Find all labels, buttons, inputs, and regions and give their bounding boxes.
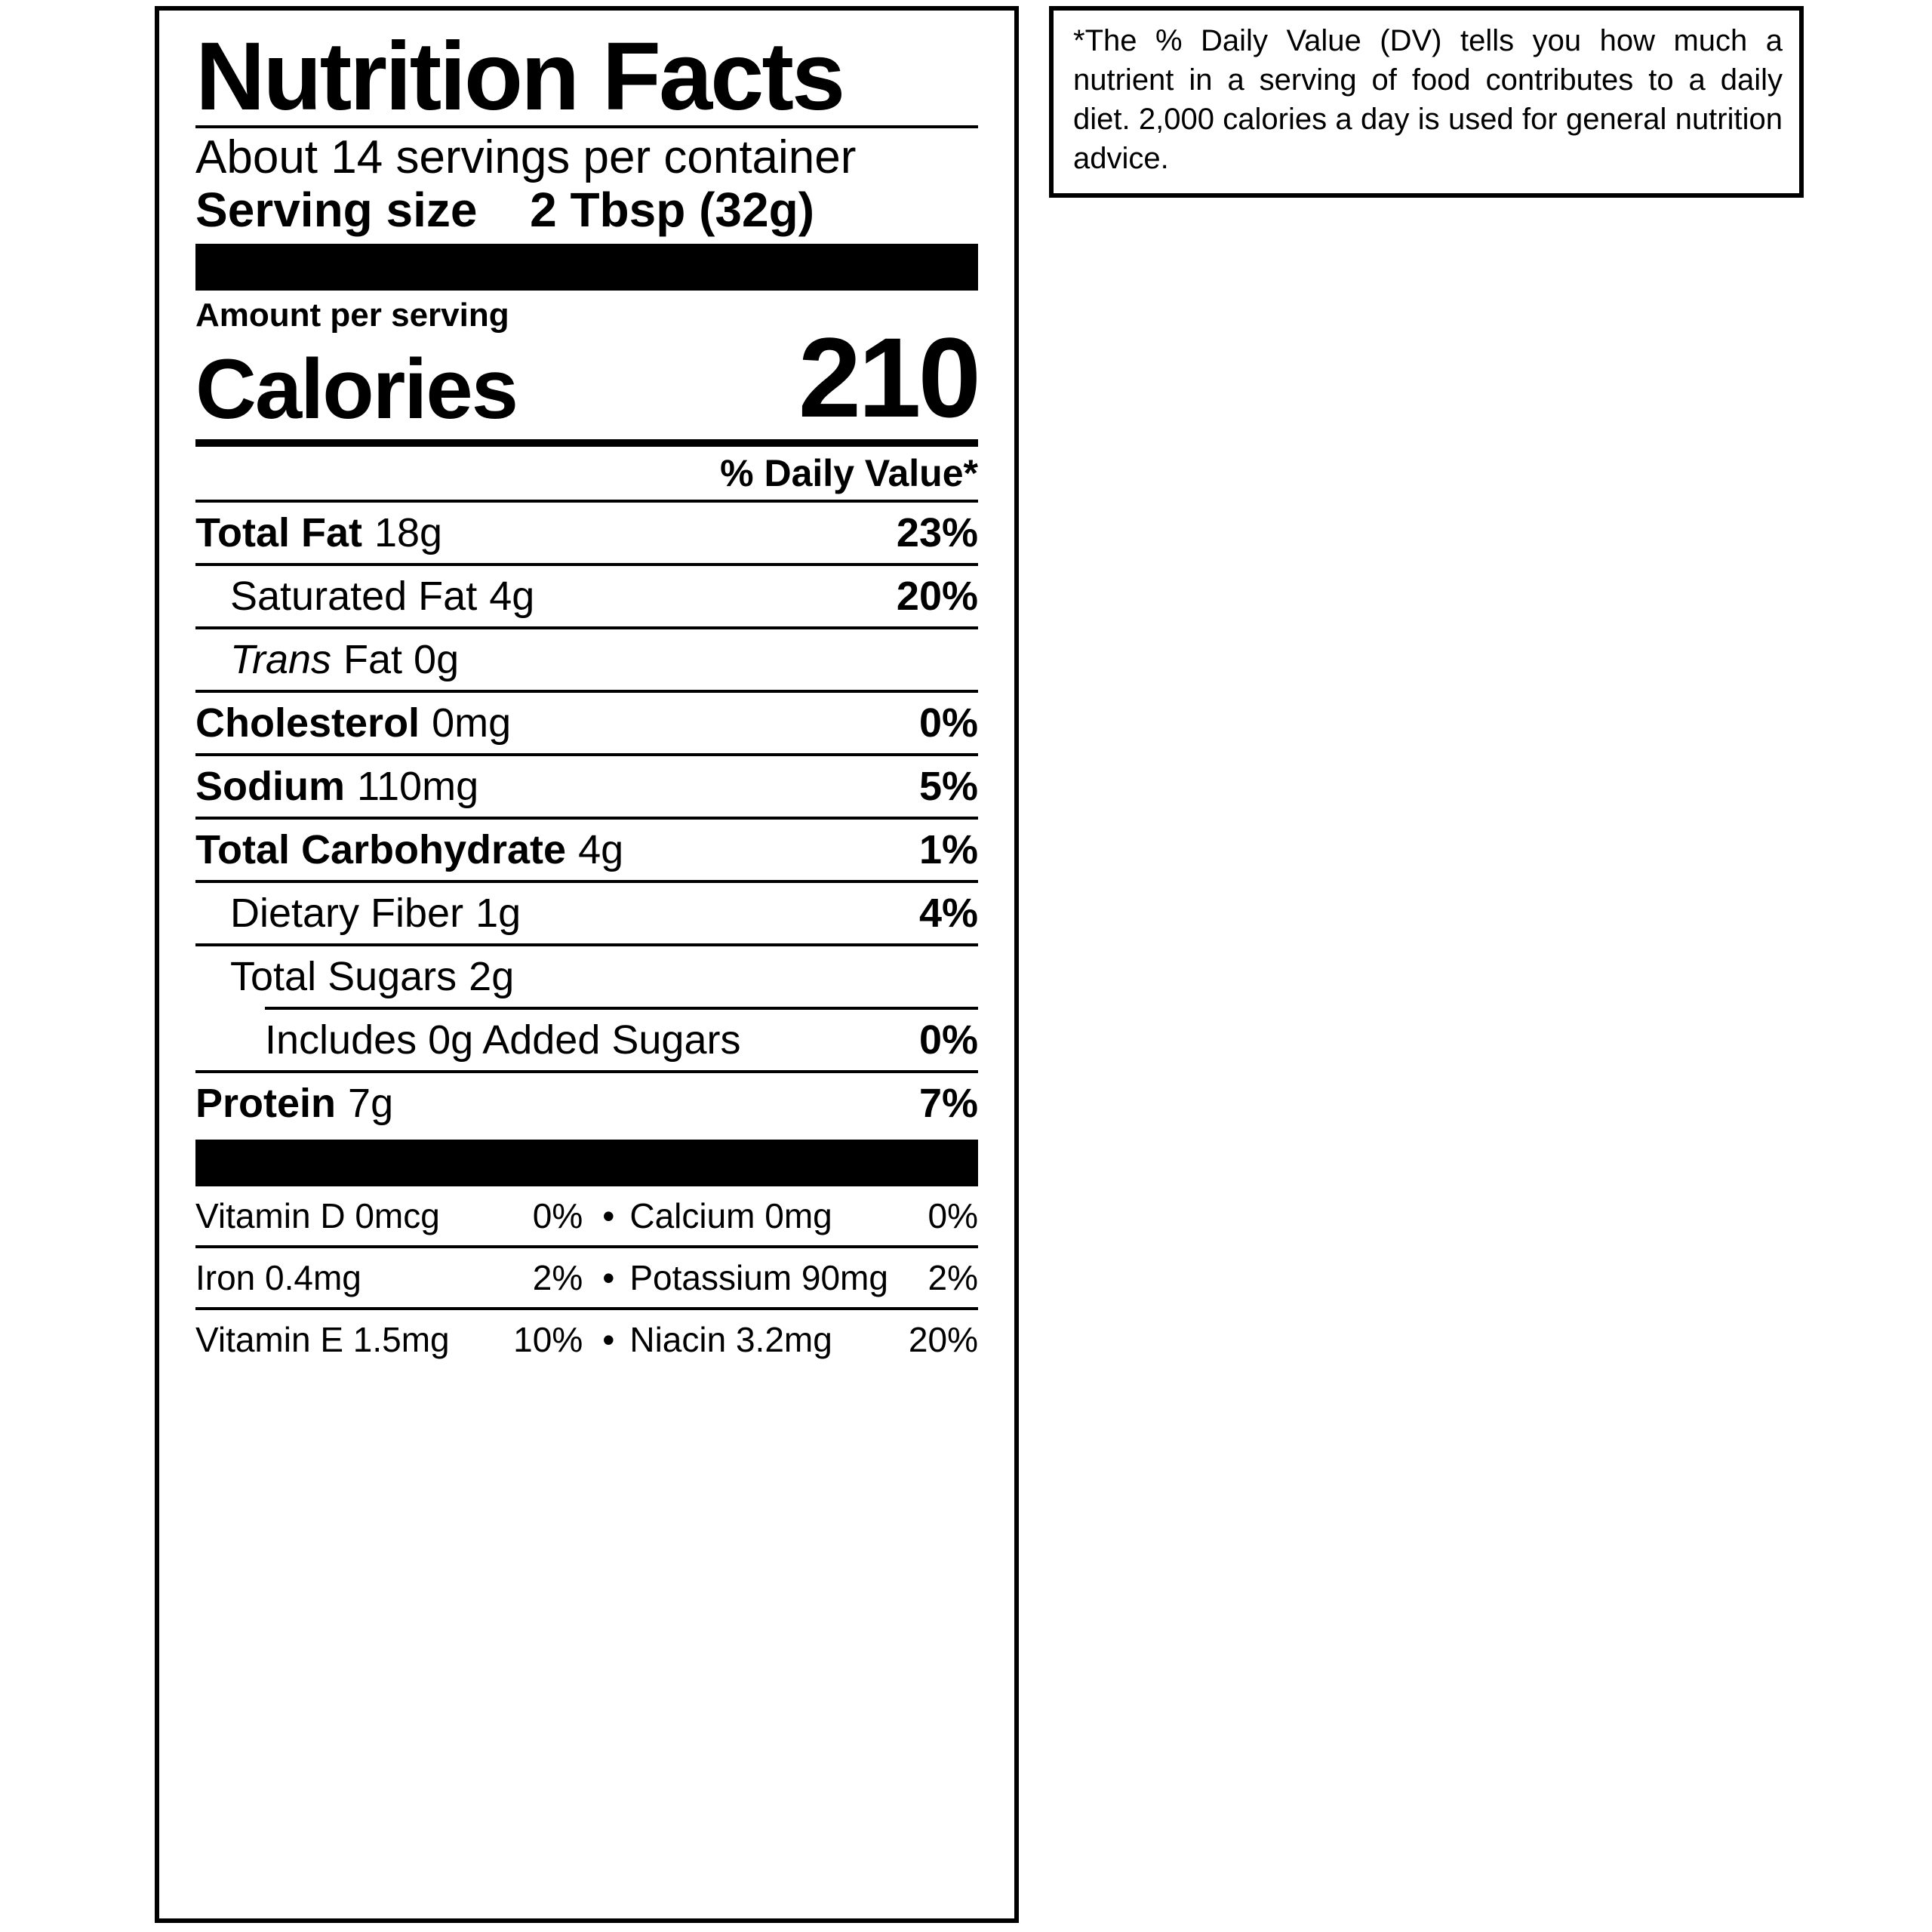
vitamin-dv: 10%	[513, 1319, 583, 1359]
nutrition-facts-label	[155, 6, 1019, 1923]
vitamin-dv: 20%	[908, 1319, 978, 1359]
nutrient-row-dietary-fiber	[195, 883, 978, 943]
vitamin-name: Vitamin D 0mcg	[195, 1195, 440, 1235]
nutrient-row-total-fat	[195, 503, 978, 563]
nutrient-row-protein	[195, 1073, 978, 1134]
nutrient-row-sodium	[195, 756, 978, 817]
vitamin-dv: 0%	[928, 1195, 978, 1235]
nutrient-name: Dietary Fiber	[230, 890, 464, 936]
nutrient-amount: 2g	[469, 953, 515, 999]
vitamin-row	[195, 1310, 978, 1369]
nutrient-dv: 23%	[896, 509, 978, 555]
nutrient-dv: 5%	[918, 763, 978, 809]
nutrient-dv: 4%	[918, 890, 978, 936]
nutrient-dv: 0%	[918, 700, 978, 746]
nutrient-row-trans-fat	[195, 629, 978, 690]
nutrient-amount: 1g	[475, 890, 521, 936]
vitamin-name: Niacin 3.2mg	[629, 1319, 832, 1359]
vitamin-name: Iron 0.4mg	[195, 1257, 361, 1297]
nutrient-row-cholesterol	[195, 693, 978, 753]
nutrient-row-total-sugars	[195, 946, 978, 1007]
nutrient-name: Saturated Fat	[230, 573, 478, 619]
nutrient-name: Trans	[230, 636, 332, 682]
vitamin-row	[195, 1248, 978, 1307]
nutrient-amount: 4g	[489, 573, 535, 619]
nutrient-dv: 20%	[896, 573, 978, 619]
calories-value: 210	[798, 314, 978, 441]
vitamin-name: Potassium 90mg	[629, 1257, 888, 1297]
vitamin-name: Vitamin E 1.5mg	[195, 1319, 450, 1359]
bullet-separator: •	[602, 1195, 615, 1235]
daily-value-header: % Daily Value*	[720, 451, 978, 494]
daily-value-footnote-panel	[1049, 6, 1804, 198]
heavy-divider-top	[195, 244, 978, 291]
nutrient-row-total-carbohydrate	[195, 820, 978, 880]
nutrient-row-added-sugars	[195, 1010, 978, 1070]
nutrient-name: Cholesterol	[195, 700, 420, 746]
heavy-divider-bottom	[195, 1140, 978, 1186]
vitamin-dv: 2%	[928, 1257, 978, 1297]
bullet-separator: •	[602, 1319, 615, 1359]
bullet-separator: •	[602, 1257, 615, 1297]
nutrient-name: Total Carbohydrate	[195, 826, 567, 872]
nutrient-name: Total Sugars	[230, 953, 457, 999]
nutrient-name: Includes 0g Added Sugars	[265, 1017, 741, 1063]
nutrient-amount: 0mg	[432, 700, 512, 746]
vitamin-name: Calcium 0mg	[629, 1195, 832, 1235]
nutrient-name: Total Fat	[195, 509, 362, 555]
nutrient-amount: Fat 0g	[343, 636, 460, 682]
nutrient-name: Protein	[195, 1080, 337, 1126]
nutrient-row-saturated-fat	[195, 566, 978, 626]
nutrient-dv: 0%	[918, 1017, 978, 1063]
serving-size-label: Serving size	[195, 183, 478, 238]
vitamin-row	[195, 1186, 978, 1245]
nutrient-name: Sodium	[195, 763, 345, 809]
label-title: Nutrition Facts	[195, 23, 844, 131]
servings-per-container: About 14 servings per container	[195, 131, 857, 183]
nutrient-dv: 1%	[918, 826, 978, 872]
vitamin-dv: 2%	[532, 1257, 583, 1297]
nutrient-amount: 110mg	[357, 763, 479, 809]
vitamin-dv: 0%	[532, 1195, 583, 1235]
nutrient-dv: 7%	[918, 1080, 978, 1126]
nutrient-amount: 7g	[348, 1080, 394, 1126]
nutrient-amount: 4g	[578, 826, 624, 872]
daily-value-footnote-text: *The % Daily Value (DV) tells you how much a nutrient in a serving of food contributes to a daily diet. 2,000 calories a day is used for general nutrition advice.	[1073, 24, 1783, 175]
amount-per-serving-label: Amount per serving	[195, 297, 509, 334]
calories-label: Calories	[195, 341, 517, 436]
serving-size-row	[195, 183, 978, 244]
nutrient-amount: 18g	[374, 509, 443, 555]
serving-size-value: 2 Tbsp (32g)	[530, 183, 814, 238]
